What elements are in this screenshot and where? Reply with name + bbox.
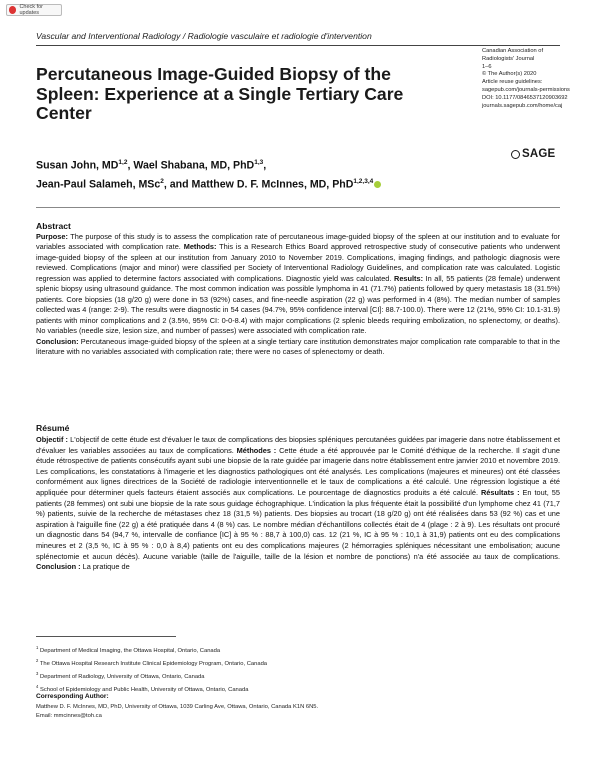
orcid-icon[interactable]	[374, 181, 381, 188]
sage-logo-icon	[511, 150, 520, 159]
author-name: Susan John, MD	[36, 159, 119, 172]
methodes-label: Méthodes :	[236, 445, 277, 455]
affiliation-item	[36, 669, 556, 682]
update-icon	[9, 6, 16, 14]
methods-label: Methods:	[183, 242, 217, 252]
affiliation-item	[36, 643, 556, 656]
journal-meta	[482, 48, 592, 110]
objectif-label: Objectif :	[36, 435, 69, 444]
publisher-logo	[511, 148, 555, 160]
section-rule	[36, 207, 560, 208]
affiliation-text: The Ottawa Hospital Research Institute Clinical Epidemiology Program, Ontario, Canada	[39, 660, 268, 667]
corresponding-author-heading: Corresponding Author:	[36, 693, 109, 700]
author-line-2	[36, 174, 456, 193]
meta-line: Canadian Association of	[482, 48, 544, 54]
resume-heading: Résumé	[36, 423, 70, 433]
meta-line: 1–6	[482, 63, 492, 70]
purpose-label: Purpose:	[36, 232, 68, 241]
objectif-text: L'objectif de cette étude est d'évaluer le taux de complications des biopsies spléniques percutanées guidées par imagerie dans notre établissement et d'évaluer les variables associées au taux de complications.	[36, 435, 560, 455]
header-rule	[36, 45, 560, 46]
resultats-text: En tout, 55 patients (28 femmes) ont subi une biopsie de la rate sous guidage échographique. L'indication la plus fréquente était la possibilité d'un lymphome chez 41 (71,7 %) patients, suivie de la recherche de métastases chez 18 (31,5 %) patients. Des biopsies au trocart (18 g/20 g) ont été réalisées dans 53 (92 %) cas et une aspiration à l'aiguille fine (22 g) a été pratiquée dans 4 (8 %) cas. Le nombre médian d'échantillons collectés était de 4 (plage : 2 à 9). Les résultats ont procuré un diagnostic dans 54 (94,7 %, intervalle de confiance [IC] à 95 % : 88,7 à 100,0) cas. 12 (21 %, IC à 95 % : 10,1 à 31,9) patients ont eu des complications mineures et 2 (3,5 %, IC à 95 % : 0,0 à 8,4) patients ont eu des complications majeures (2 hémorragies spléniques nécessitant une embolisation; aucune splénectomie et aucun décès). Aucune variable (taille de l'aiguille, taille de la lésion et nombre de ponctions) n'a été associée au taux de complications.	[36, 487, 560, 561]
separator: ,	[263, 159, 267, 172]
affiliation-text: Department of Radiology, University of Ottawa, Ontario, Canada	[39, 673, 205, 680]
affiliations	[36, 643, 556, 695]
affiliation-marker: 2	[160, 177, 164, 185]
publisher-name: SAGE	[522, 148, 556, 160]
journal-home-link[interactable]: journals.sagepub.com/home/caj	[482, 102, 563, 109]
resultats-label: Résultats :	[480, 487, 520, 497]
affiliation-number: 1	[36, 645, 39, 650]
meta-line: Article reuse guidelines:	[482, 79, 543, 86]
conclusion-fr-label: Conclusion :	[36, 562, 81, 572]
methodes-text: Cette étude a été approuvée par le Comité d'éthique de la recherche. Il s'agit d'une étude rétrospective de patients consécutifs ayant subi une biopsie de la rate guidée par imagerie dans notre établissement entre janvier 2010 et novembre 2019. Les complications, les constatations à l'imagerie et les diagnostics pathologiques ont été analysés. Les complications (majeures et mineures) ont été classées conformément aux lignes directrices de la Société de radiologie interventionnelle et le taux de complications a été calculé. Une régression logistique a été appliquée pour déterminer quels facteurs étaient associés aux complications. Le pourcentage de diagnostics produits a été calculé.	[36, 445, 560, 497]
corresponding-address: Matthew D. F. McInnes, MD, PhD, University of Ottawa, 1039 Carling Ave, Ottawa, Ontario, Canada K1N 6N5.	[36, 704, 319, 710]
affiliation-marker: 1,2,3,4	[353, 177, 374, 185]
journal-section-line: Vascular and Interventional Radiology / Radiologie vasculaire et radiologie d'intervention	[36, 31, 372, 41]
author-name: , Wael Shabana, MD, PhD	[127, 159, 255, 172]
permissions-link[interactable]: sagepub.com/journals-permissions	[482, 86, 570, 93]
affiliation-item	[36, 682, 556, 695]
author-list	[36, 155, 456, 192]
affiliation-number: 2	[36, 658, 39, 664]
abstract-body	[36, 232, 560, 358]
affiliation-marker: 1,3	[254, 159, 264, 166]
corresponding-author	[36, 703, 556, 721]
corresponding-email[interactable]: Email: mmcinnes@toh.ca	[36, 713, 102, 720]
check-for-updates-badge[interactable]	[6, 4, 62, 16]
results-label: Results:	[394, 273, 424, 283]
purpose-text: The purpose of this study is to assess the complication rate of percutaneous image-guided biopsy of the spleen at our institution and to evaluate for variables associated with complication rate.	[36, 232, 560, 252]
affiliation-item	[36, 656, 556, 669]
resume-body	[36, 435, 560, 573]
affiliation-marker: 1,2	[118, 159, 128, 166]
author-line-1	[36, 155, 456, 174]
meta-line: © The Author(s) 2020	[482, 71, 537, 78]
article-title: Percutaneous Image-Guided Biopsy of the Spleen: Experience at a Single Tertiary Care Center	[36, 64, 404, 123]
methods-text: This is a Research Ethics Board approved retrospective study of consecutive patients who underwent image-guided biopsy of the spleen at our institution from January 2010 to November 2019. Complications, imaging findings, and pathologic diagnosis were reviewed. Complications (major and minor) were classified per Society of Interventional Radiology Guidelines, and complication rate was calculated. Logistic regression was applied to determine factors associated with complications. Diagnostic yield was calculated.	[36, 242, 561, 283]
conclusion-fr-text: La pratique de	[80, 562, 130, 572]
conclusion-label: Conclusion:	[36, 336, 79, 346]
abstract-heading: Abstract	[36, 221, 71, 231]
affiliation-text: School of Epidemiology and Public Health, University of Ottawa, Ontario, Canada	[39, 686, 249, 693]
badge-label: Check for updates	[19, 4, 43, 16]
doi[interactable]: DOI: 10.1177/0846537120903692	[482, 94, 568, 101]
author-name: Jean-Paul Salameh, MSc	[36, 178, 161, 191]
author-name: , and Matthew D. F. McInnes, MD, PhD	[163, 178, 354, 191]
results-text: In all, 55 patients (28 female) underwent splenic biopsy using ultrasound guidance. The most common indication was possible lymphoma in 41 (71.7%) patients followed by query metastasis 18 (31.5%) patients. Core biopsies (18 g/20 g) were done in 53 (92%) cases, and fine-needle aspiration (22 g) was performed in 4 (8%). The median number of samples collected was 4 (range: 2-9). The results were diagnostic in 54 cases (94.7%, 95% confidence interval [CI]: 88.7-100.0). There were 12 (21%, 95% CI: 10.1-31.9) patients with minor complications and 2 (3.5%, 95% CI: 0-0-8.4) with major complications (2 splenic bleeds requiring embolization, no splenectomy, or deaths). No variables (needle size, lesion size, and number of passes) were associated with complication rate.	[36, 273, 560, 336]
conclusion-text: Percutaneous image-guided biopsy of the spleen at a single tertiary care institution demonstrates major complication rate comparable to that in the literature with no variables associated with complication rate; there were no cases of splenectomy or death.	[36, 336, 560, 357]
affiliation-text: Department of Medical Imaging, the Ottawa Hospital, Ontario, Canada	[39, 647, 221, 654]
meta-line: Radiologists' Journal	[482, 55, 535, 62]
affiliation-number: 3	[36, 671, 39, 677]
footnote-rule	[36, 636, 176, 637]
affiliation-number: 4	[36, 684, 39, 690]
